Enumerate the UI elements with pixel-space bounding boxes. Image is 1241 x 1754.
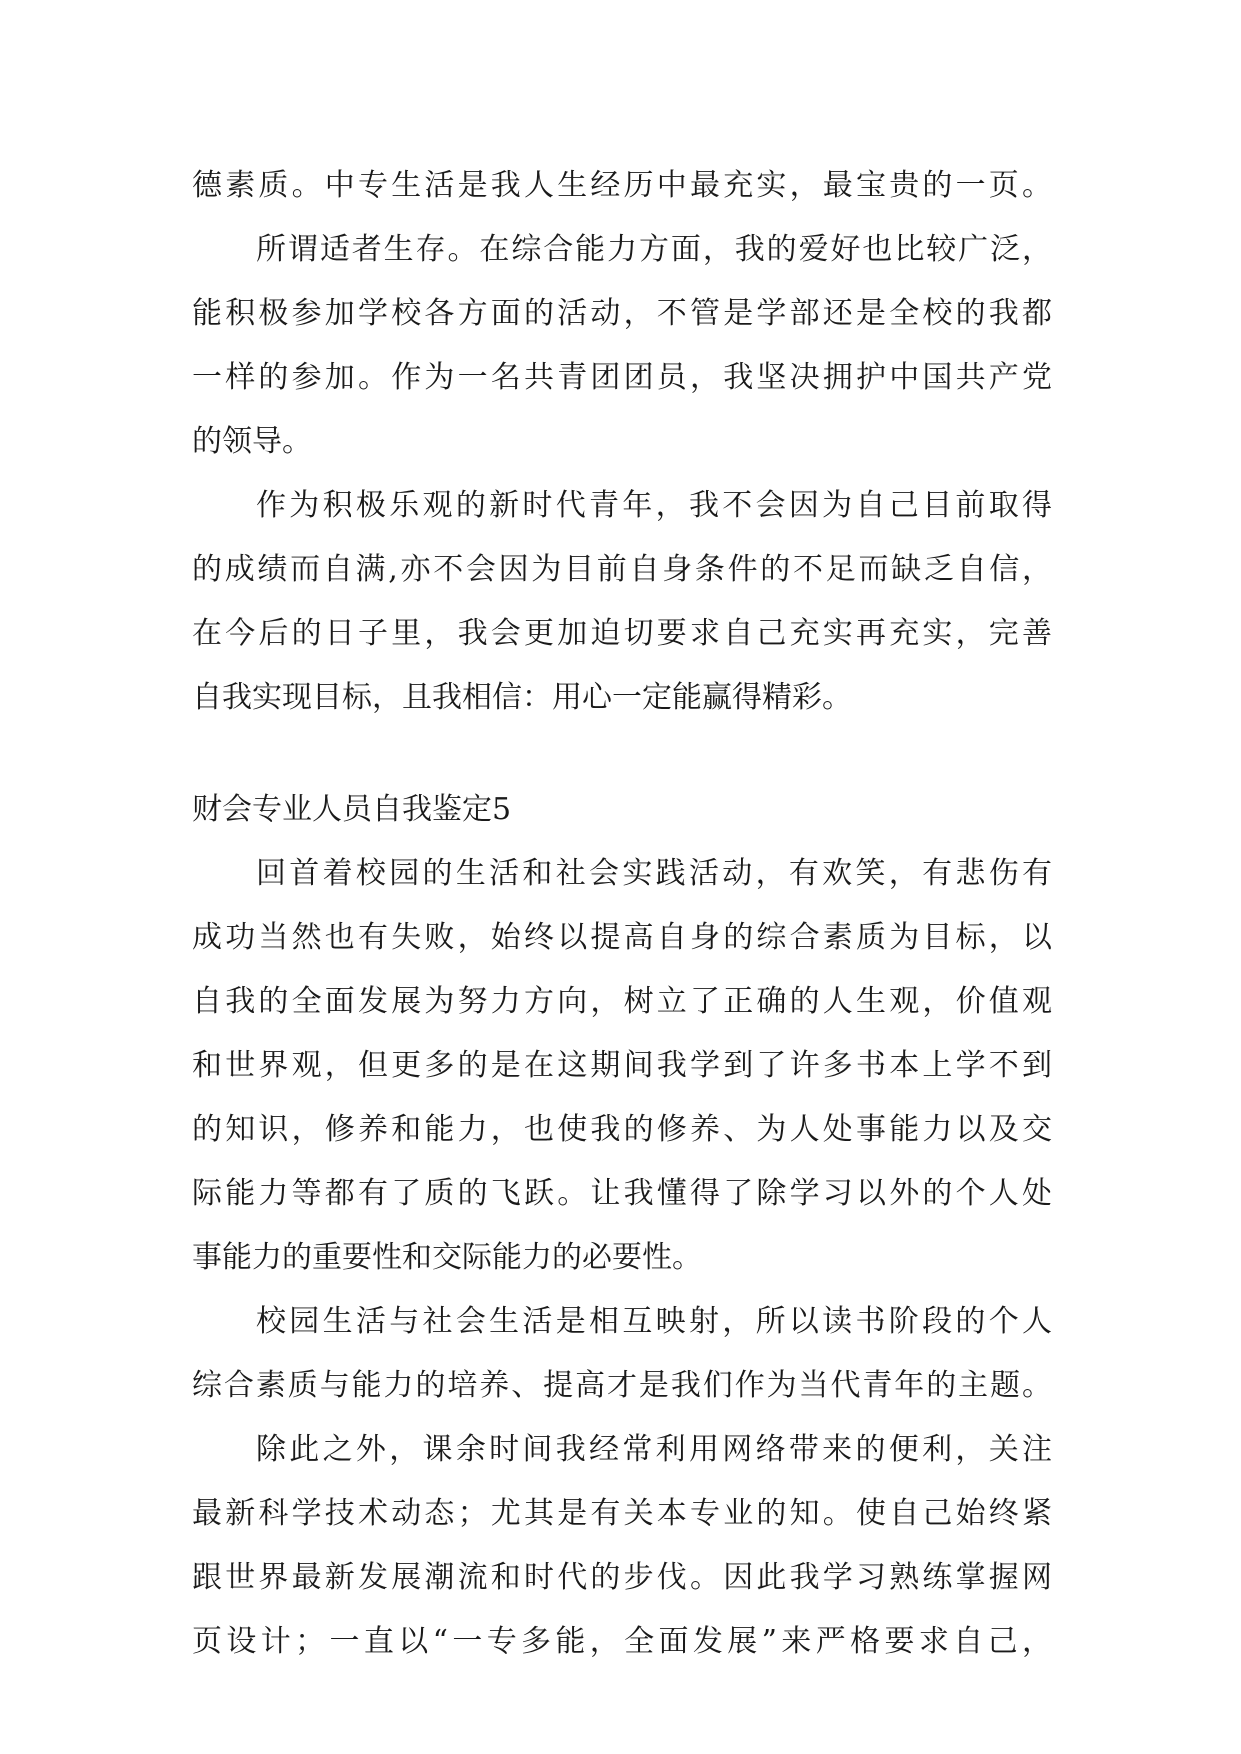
line-text: 和世界观，但更多的是在这期间我学到了许多书本上学不到 xyxy=(192,1048,1052,1083)
paragraph-line xyxy=(0,410,1241,474)
line-text: 跟世界最新发展潮流和时代的步伐。因此我学习熟练掌握网 xyxy=(192,1560,1052,1595)
paragraph-line xyxy=(0,666,1241,730)
paragraph-line xyxy=(0,1546,1241,1610)
line-text: 事能力的重要性和交际能力的必要性。 xyxy=(192,1240,702,1275)
section-heading xyxy=(0,778,1241,842)
line-text: 所谓适者生存。在综合能力方面，我的爱好也比较广泛， xyxy=(256,232,1052,267)
line-text: 综合素质与能力的培养、提高才是我们作为当代青年的主题。 xyxy=(192,1368,1052,1403)
line-text: 自我的全面发展为努力方向，树立了正确的人生观，价值观 xyxy=(192,984,1052,1019)
line-text: 的知识，修养和能力，也使我的修养、为人处事能力以及交 xyxy=(192,1112,1052,1147)
paragraph-line xyxy=(0,1098,1241,1162)
line-text: 一样的参加。作为一名共青团团员，我坚决拥护中国共产党 xyxy=(192,360,1052,395)
heading-text: 财会专业人员自我鉴定5 xyxy=(192,792,512,827)
paragraph-line xyxy=(0,1034,1241,1098)
paragraph-line xyxy=(0,218,1241,282)
line-text: 页设计；一直以“一专多能，全面发展”来严格要求自己， xyxy=(192,1624,1052,1659)
paragraph-line xyxy=(0,1162,1241,1226)
line-text: 成功当然也有失败，始终以提高自身的综合素质为目标，以 xyxy=(192,920,1052,955)
line-text: 的领导。 xyxy=(192,424,312,459)
line-text: 德素质。中专生活是我人生经历中最充实，最宝贵的一页。 xyxy=(192,168,1052,203)
paragraph-line xyxy=(0,1290,1241,1354)
line-text: 作为积极乐观的新时代青年，我不会因为自己目前取得 xyxy=(256,488,1052,523)
line-text: 回首着校园的生活和社会实践活动，有欢笑，有悲伤有 xyxy=(256,856,1052,891)
paragraph-line xyxy=(0,154,1241,218)
line-text: 校园生活与社会生活是相互映射，所以读书阶段的个人 xyxy=(256,1304,1052,1339)
line-text: 除此之外，课余时间我经常利用网络带来的便利，关注 xyxy=(256,1432,1052,1467)
paragraph-line xyxy=(0,1354,1241,1418)
paragraph-line xyxy=(0,602,1241,666)
paragraph-line xyxy=(0,538,1241,602)
paragraph-line xyxy=(0,1418,1241,1482)
line-text: 际能力等都有了质的飞跃。让我懂得了除学习以外的个人处 xyxy=(192,1176,1052,1211)
paragraph-line xyxy=(0,906,1241,970)
paragraph-line xyxy=(0,1226,1241,1290)
paragraph-line xyxy=(0,282,1241,346)
line-text: 自我实现目标，且我相信：用心一定能赢得精彩。 xyxy=(192,680,852,715)
line-text: 在今后的日子里，我会更加迫切要求自己充实再充实，完善 xyxy=(192,616,1052,651)
line-text: 能积极参加学校各方面的活动，不管是学部还是全校的我都 xyxy=(192,296,1052,331)
paragraph-line xyxy=(0,346,1241,410)
paragraph-line xyxy=(0,842,1241,906)
paragraph-line xyxy=(0,474,1241,538)
line-text: 的成绩而自满,亦不会因为目前自身条件的不足而缺乏自信， xyxy=(192,552,1052,587)
paragraph-line xyxy=(0,1482,1241,1546)
paragraph-line xyxy=(0,1610,1241,1674)
line-text: 最新科学技术动态；尤其是有关本专业的知。使自己始终紧 xyxy=(192,1496,1052,1531)
paragraph-line xyxy=(0,970,1241,1034)
